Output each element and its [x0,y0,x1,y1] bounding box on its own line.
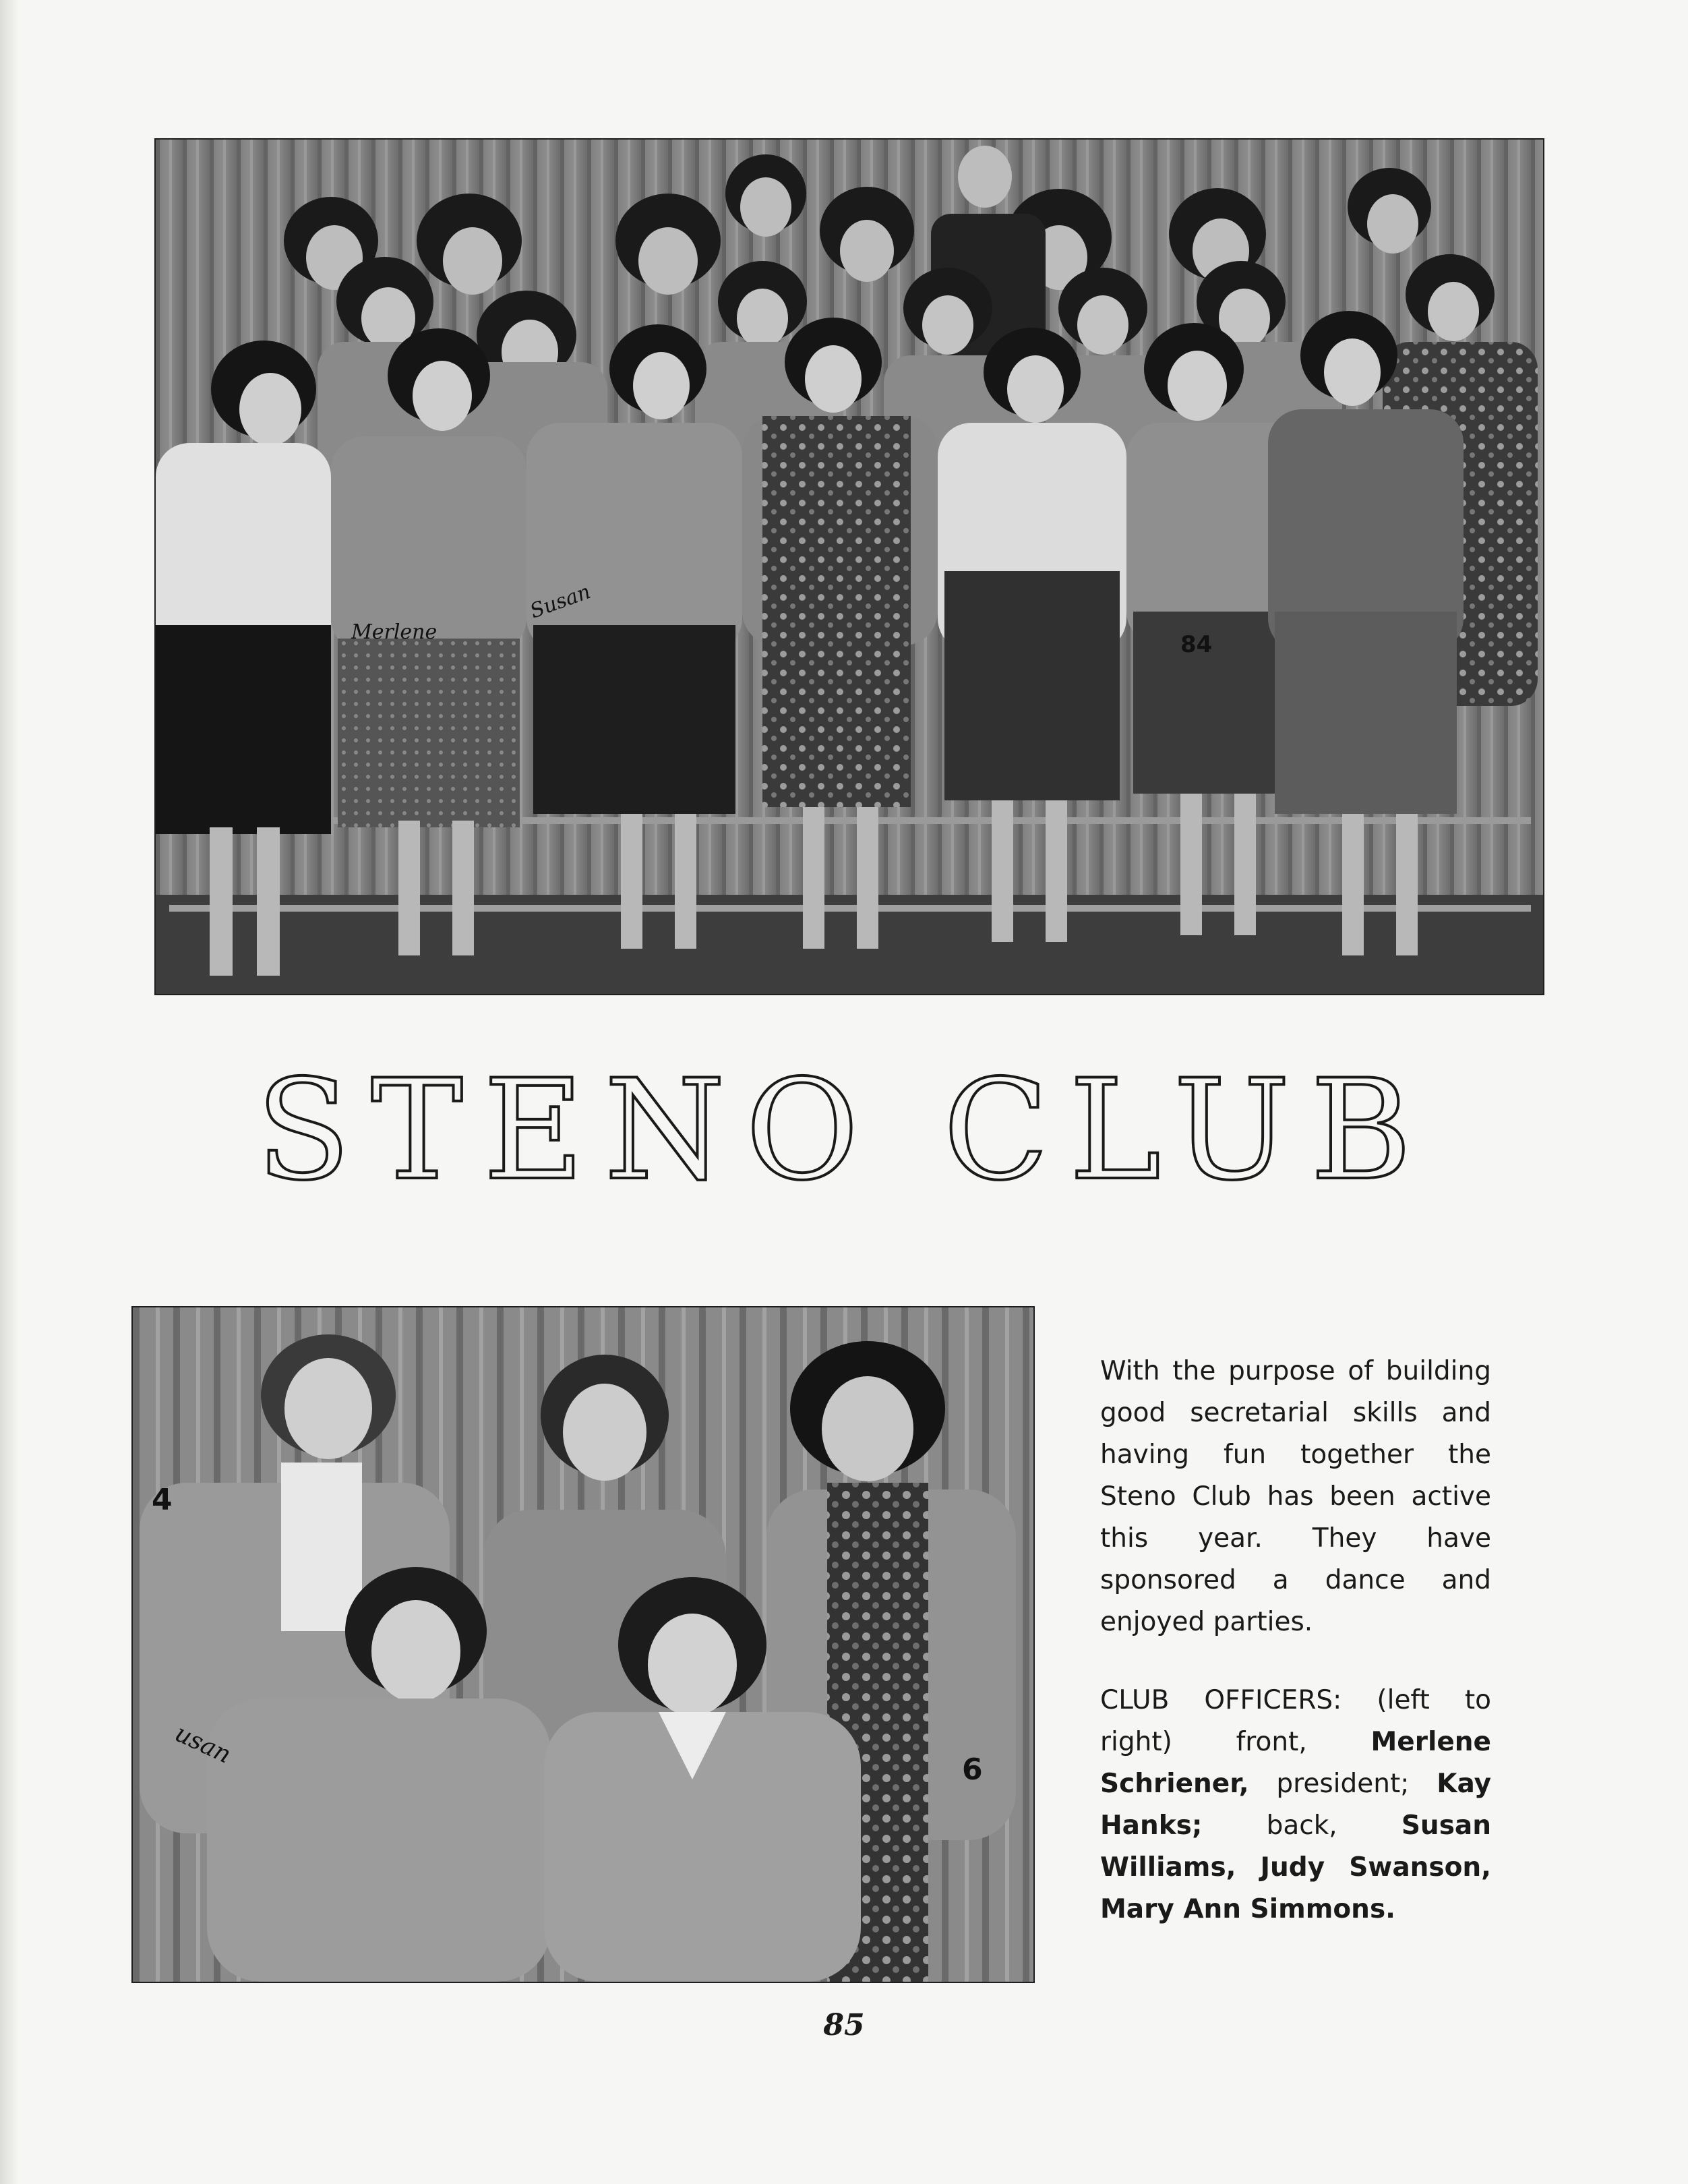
page-title: STENO CLUB [255,1051,1433,1211]
officer-names-back: Susan Williams, Judy Swanson, Mary Ann Simmons. [1100,1810,1491,1924]
officers-lead: CLUB OFFICERS: (left to right) front, [1100,1685,1491,1757]
group-photo [154,138,1544,995]
sweater-name-merlene: Merlene [351,620,438,644]
officer-name-kay: Kay Hanks; [1100,1769,1491,1841]
officers-photo-image [133,1307,1033,1982]
sweater-letter-6: 6 [962,1752,983,1787]
sweater-number: 84 [1180,631,1213,658]
officers-caption [1100,1680,1491,1930]
sweater-name-susan-bottom: usan [171,1719,235,1769]
page-number: 85 [823,2008,865,2042]
intro-paragraph: With the purpose of building good secretarial skills and having fun together the Steno Club has been active this year. They have sponsored a dance and enjoyed parties. [1100,1356,1491,1637]
officer-role-president: president; [1276,1769,1410,1799]
sweater-letter-4: 4 [152,1483,173,1517]
sweater-name-susan: Susan [526,579,594,624]
officer-name-president: Merlene Schriener, [1100,1727,1491,1799]
officer-back-label: back, [1266,1810,1337,1841]
officers-photo [131,1306,1035,1983]
group-photo-image [156,140,1543,994]
